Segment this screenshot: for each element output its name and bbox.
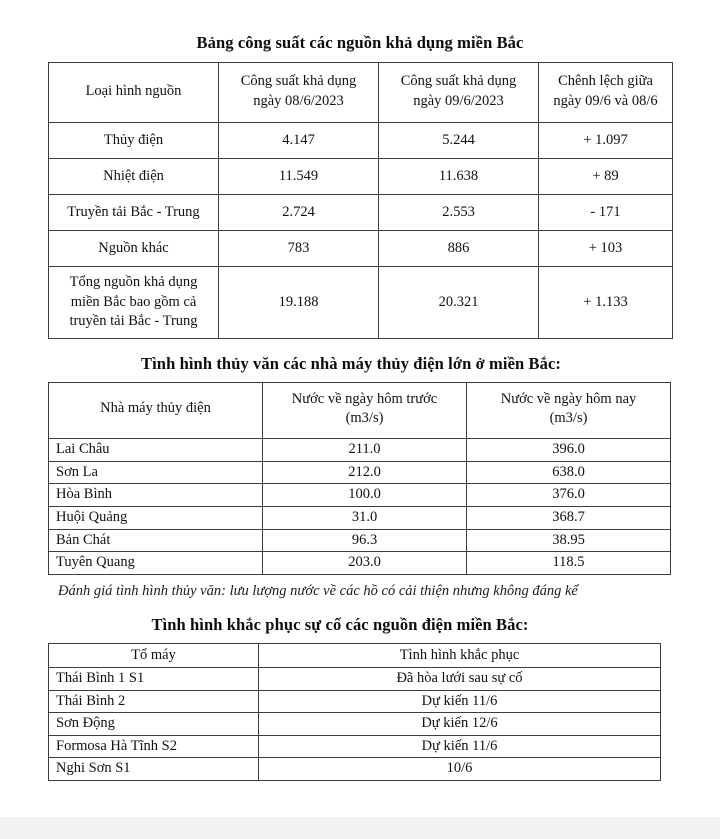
table-row <box>49 552 671 575</box>
table-row <box>49 668 661 691</box>
cell-line: miền Bắc bao gồm cả <box>70 293 197 310</box>
column-header-line: Nước về ngày hôm trước <box>291 390 438 407</box>
table-row <box>49 123 673 159</box>
cell-inflow-yesterday: 100.0 <box>263 484 467 507</box>
cell-unit-name: Nghi Sơn S1 <box>49 758 259 781</box>
table-header-row <box>49 63 673 123</box>
column-header-unit: Tổ máy <box>49 643 259 668</box>
cell-inflow-today: 376.0 <box>467 484 671 507</box>
column-header-inflow-today <box>467 382 671 439</box>
cell-inflow-today: 396.0 <box>467 439 671 462</box>
cell-inflow-today: 118.5 <box>467 552 671 575</box>
column-header-line: Nhà máy thủy điện <box>100 400 211 417</box>
cell-line: Tổng nguồn khả dụng <box>69 274 198 290</box>
cell-source-type: Nguồn khác <box>49 231 219 267</box>
cell-capacity-09: 11.638 <box>379 159 539 195</box>
cell-unit-name: Sơn Động <box>49 713 259 736</box>
cell-difference: - 171 <box>539 195 673 231</box>
table-row <box>49 231 673 267</box>
column-header-line: Chênh lệch giữa <box>558 73 653 90</box>
cell-difference: + 103 <box>539 231 673 267</box>
cell-difference: + 1.133 <box>539 267 673 339</box>
cell-inflow-today: 638.0 <box>467 461 671 484</box>
table-row <box>49 195 673 231</box>
cell-unit-name: Thái Bình 2 <box>49 690 259 713</box>
cell-recovery-status: Dự kiến 12/6 <box>259 713 661 736</box>
column-header-source-type <box>49 63 219 123</box>
cell-capacity-08: 11.549 <box>219 159 379 195</box>
cell-unit-name: Formosa Hà Tĩnh S2 <box>49 735 259 758</box>
recovery-table <box>48 643 661 781</box>
cell-recovery-status: Đã hòa lưới sau sự cố <box>259 668 661 691</box>
cell-plant-name: Huội Quảng <box>49 507 263 530</box>
cell-plant-name: Bản Chát <box>49 529 263 552</box>
table-row <box>49 159 673 195</box>
cell-inflow-yesterday: 212.0 <box>263 461 467 484</box>
cell-plant-name: Hòa Bình <box>49 484 263 507</box>
cell-inflow-yesterday: 96.3 <box>263 529 467 552</box>
table-row <box>49 713 661 736</box>
cell-capacity-09: 5.244 <box>379 123 539 159</box>
table-row <box>49 529 671 552</box>
cell-source-type: Nhiệt điện <box>49 159 219 195</box>
column-header-line: ngày 09/6/2023 <box>413 93 504 109</box>
column-header-line: Công suất khả dụng <box>400 73 517 90</box>
column-header-line: Công suất khả dụng <box>240 73 357 90</box>
column-header-unit: (m3/s) <box>345 409 384 426</box>
table-header-row <box>49 643 661 668</box>
cell-inflow-yesterday: 203.0 <box>263 552 467 575</box>
table-row <box>49 735 661 758</box>
hydrology-table <box>48 382 671 575</box>
cell-capacity-09: 886 <box>379 231 539 267</box>
column-header-capacity-09 <box>379 63 539 123</box>
table-row <box>49 690 661 713</box>
capacity-table-title: Bảng công suất các nguồn khả dụng miền Bắc <box>196 33 524 52</box>
column-header-plant <box>49 382 263 439</box>
recovery-section-title: Tình hình khắc phục sự cố các nguồn điện miền Bắc: <box>151 614 529 634</box>
cell-plant-name: Tuyên Quang <box>49 552 263 575</box>
cell-difference: + 1.097 <box>539 123 673 159</box>
table-row <box>49 507 671 530</box>
cell-capacity-08: 783 <box>219 231 379 267</box>
cell-capacity-08: 19.188 <box>219 267 379 339</box>
cell-capacity-09: 20.321 <box>379 267 539 339</box>
cell-capacity-08: 4.147 <box>219 123 379 159</box>
capacity-table <box>48 62 673 339</box>
cell-recovery-status: Dự kiến 11/6 <box>259 735 661 758</box>
table-row-total <box>49 267 673 339</box>
column-header-capacity-08 <box>219 63 379 123</box>
cell-line: truyền tải Bắc - Trung <box>69 313 198 330</box>
table-header-row <box>49 382 671 439</box>
cell-inflow-today: 38.95 <box>467 529 671 552</box>
column-header-status: Tình hình khắc phục <box>259 643 661 668</box>
cell-source-type: Truyền tải Bắc - Trung <box>49 195 219 231</box>
cell-plant-name: Lai Châu <box>49 439 263 462</box>
cell-inflow-today: 368.7 <box>467 507 671 530</box>
cell-recovery-status: Dự kiến 11/6 <box>259 690 661 713</box>
cell-difference: + 89 <box>539 159 673 195</box>
hydrology-assessment-note: Đánh giá tình hình thủy văn: lưu lượng nước về các hồ có cải thiện nhưng không đáng kể <box>58 582 578 599</box>
column-header-inflow-yesterday <box>263 382 467 439</box>
cell-capacity-08: 2.724 <box>219 195 379 231</box>
cell-capacity-09: 2.553 <box>379 195 539 231</box>
cell-recovery-status: 10/6 <box>259 758 661 781</box>
hydrology-section-title: Tình hình thủy văn các nhà máy thủy điện lớn ở miền Bắc: <box>141 353 561 373</box>
cell-unit-name: Thái Bình 1 S1 <box>49 668 259 691</box>
cell-plant-name: Sơn La <box>49 461 263 484</box>
cell-inflow-yesterday: 211.0 <box>263 439 467 462</box>
cell-source-type-total <box>49 267 219 339</box>
table-row <box>49 484 671 507</box>
document-page <box>0 33 720 839</box>
column-header-line: Nước về ngày hôm nay <box>500 390 637 407</box>
column-header-line: ngày 08/6/2023 <box>253 93 344 109</box>
table-row <box>49 439 671 462</box>
table-row <box>49 758 661 781</box>
column-header-line: Loại hình nguồn <box>85 83 182 100</box>
cell-source-type: Thủy điện <box>49 123 219 159</box>
cell-inflow-yesterday: 31.0 <box>263 507 467 530</box>
table-row <box>49 461 671 484</box>
column-header-difference <box>539 63 673 123</box>
column-header-line: ngày 09/6 và 08/6 <box>553 93 658 109</box>
column-header-unit: (m3/s) <box>549 409 588 426</box>
page-bottom-band <box>0 817 720 839</box>
